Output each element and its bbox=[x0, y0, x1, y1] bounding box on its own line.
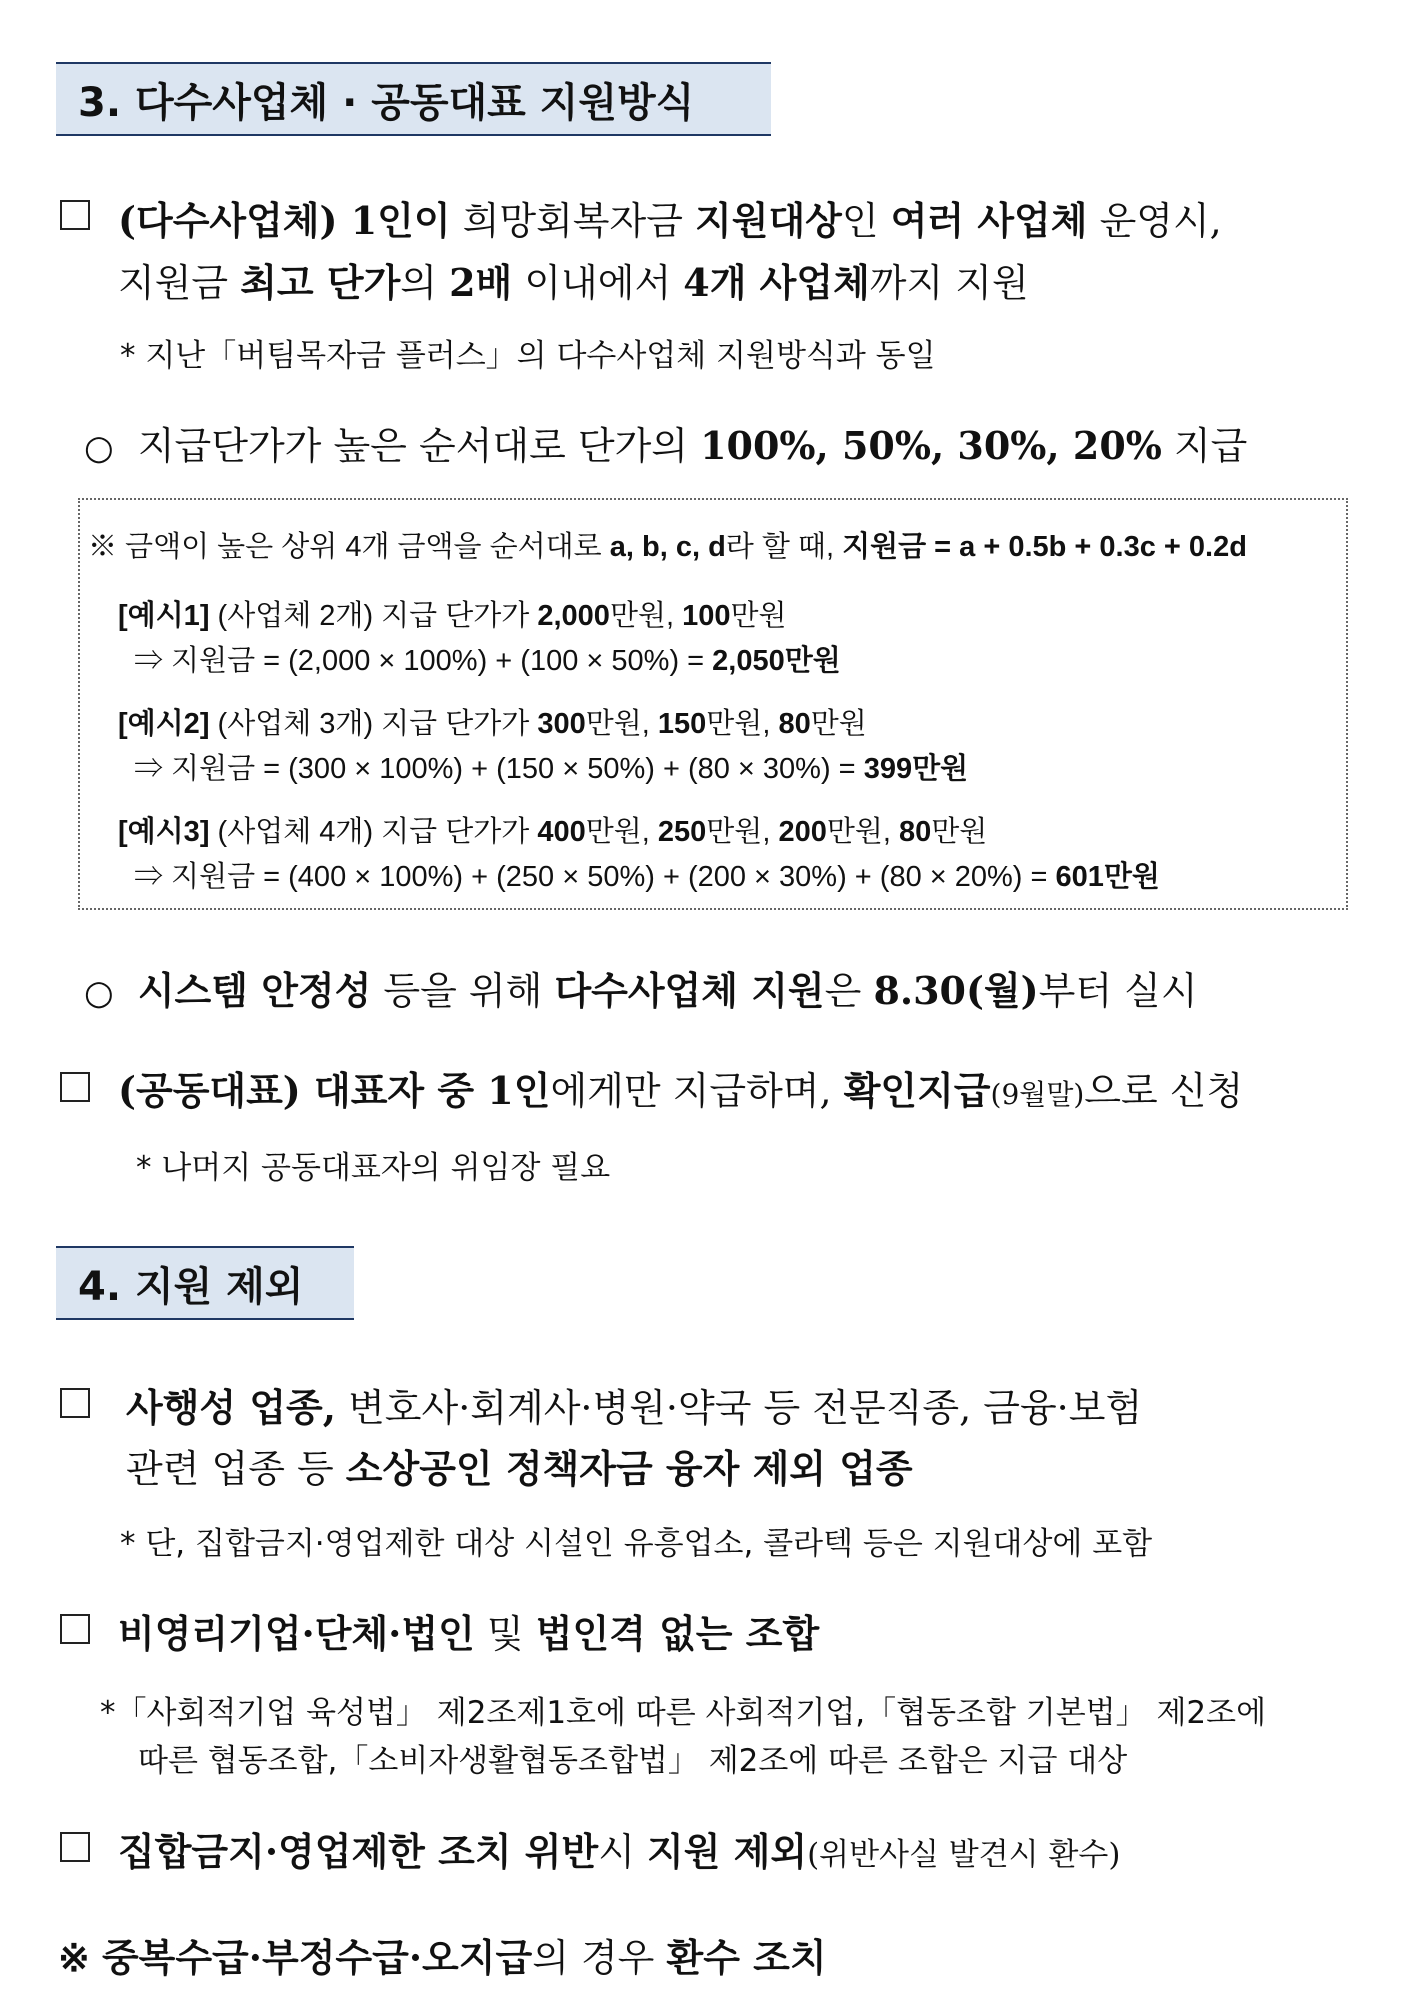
text-violation: 집합금지·영업제한 조치 위반 bbox=[118, 1829, 599, 1874]
text-duplicate-receipt: 중복수급·부정수급·오지급 bbox=[101, 1935, 533, 1980]
example-calc: ⇒ 지원금 = (2,000 × 100%) + (100 × 50%) = bbox=[134, 645, 705, 677]
text-multiple-business: 여러 사업체 bbox=[890, 198, 1088, 243]
nonprofit-line bbox=[118, 1603, 819, 1658]
multi-business-label: (다수사업체) 1인이 bbox=[118, 198, 451, 243]
example-desc: (사업체 2개) 지급 단가가 bbox=[217, 600, 530, 632]
text-system-stability: 시스템 안정성 bbox=[137, 968, 372, 1013]
text-gambling: 사행성 업종, bbox=[126, 1385, 336, 1430]
example-unit: 만원, bbox=[585, 708, 650, 740]
example-calc: ⇒ 지원금 = (400 × 100%) + (250 × 50%) + (200 × 30%) + (80 × 20%) = bbox=[134, 861, 1048, 893]
text-union: 법인격 없는 조합 bbox=[535, 1611, 820, 1656]
payment-rate-line bbox=[84, 415, 1247, 470]
text-when: 라 할 때, bbox=[725, 531, 834, 563]
example-2-calc bbox=[134, 746, 968, 787]
example-label: [예시1] bbox=[118, 600, 210, 632]
text-support-fund: 지원금 bbox=[118, 261, 229, 305]
example-amount: 200 bbox=[778, 816, 827, 848]
checkbox-joint-rep bbox=[60, 1072, 90, 1102]
text-fund-name: 희망회복자금 bbox=[462, 199, 683, 243]
example-amount: 80 bbox=[899, 816, 932, 848]
system-stability-line bbox=[84, 960, 1198, 1015]
multi-business-line-1 bbox=[118, 190, 1222, 245]
example-desc: (사업체 4개) 지급 단가가 bbox=[217, 816, 530, 848]
example-amount: 80 bbox=[778, 708, 811, 740]
example-unit: 만원, bbox=[609, 600, 675, 632]
text-fund-label: 지원금 bbox=[842, 531, 927, 563]
circle-bullet-icon: ○ bbox=[84, 973, 114, 1013]
text-particle-2: 의 bbox=[400, 261, 437, 305]
example-calc: ⇒ 지원금 = (300 × 100%) + (150 × 50%) + (80 × 30%) = bbox=[134, 753, 856, 785]
text-intro: ※ 금액이 높은 상위 4개 금액을 순서대로 bbox=[88, 531, 602, 563]
text-for: 등을 위해 bbox=[383, 969, 543, 1013]
example-desc: (사업체 3개) 지급 단가가 bbox=[217, 708, 530, 740]
example-result: 601만원 bbox=[1055, 861, 1160, 893]
excluded-industries-note: * 단, 집합금지·영업제한 대상 시설인 유흥업소, 콜라텍 등은 지원대상에 포함 bbox=[120, 1526, 1153, 1562]
example-unit: 만원, bbox=[585, 816, 650, 848]
text-target: 지원대상 bbox=[695, 198, 842, 243]
example-unit: 만원 bbox=[730, 600, 787, 632]
text-within: 이내에서 bbox=[524, 261, 672, 305]
text-case: 의 경우 bbox=[532, 1936, 655, 1980]
multi-business-note: * 지난「버팀목자금 플러스」의 다수사업체 지원방식과 동일 bbox=[120, 338, 936, 374]
example-amount: 300 bbox=[537, 708, 586, 740]
example-intro bbox=[88, 524, 1247, 565]
example-amount: 2,000 bbox=[537, 600, 610, 632]
text-particle: 은 bbox=[824, 969, 862, 1013]
text-operation: 운영시, bbox=[1099, 199, 1222, 243]
example-result: 2,050만원 bbox=[712, 645, 841, 677]
nonprofit-note-2: 따른 협동조합,「소비자생활협동조합법」 제2조에 따른 조합은 지급 대상 bbox=[138, 1743, 1128, 1779]
section-3-title: 3. 다수사업체 · 공동대표 지원방식 bbox=[78, 79, 695, 126]
example-result: 399만원 bbox=[863, 753, 969, 785]
text-start-date: 8.30(월) bbox=[873, 968, 1039, 1013]
example-amount: 400 bbox=[537, 816, 586, 848]
text-excluded-loan: 소상공인 정책자금 융자 제외 업종 bbox=[345, 1446, 913, 1491]
text-related: 관련 업종 등 bbox=[126, 1447, 334, 1491]
text-multi-support: 다수사업체 지원 bbox=[554, 968, 825, 1013]
example-unit: 만원 bbox=[931, 816, 988, 848]
excluded-industries-line-2 bbox=[126, 1438, 913, 1493]
text-when: 시 bbox=[598, 1830, 635, 1874]
joint-rep-label: (공동대표) 대표자 중 1인 bbox=[118, 1068, 551, 1113]
text-max-price: 최고 단가 bbox=[240, 260, 401, 305]
formula: = a + 0.5b + 0.3c + 0.2d bbox=[934, 531, 1247, 563]
joint-rep-line bbox=[118, 1060, 1243, 1115]
joint-rep-note: * 나머지 공동대표자의 위임장 필요 bbox=[136, 1150, 611, 1186]
text-variables: a, b, c, d bbox=[609, 531, 726, 563]
checkbox-excluded-industries bbox=[60, 1388, 90, 1418]
text-four-businesses: 4개 사업체 bbox=[683, 260, 870, 305]
text-pay: 지급 bbox=[1173, 424, 1248, 468]
text-rate-order: 지급단가가 높은 순서대로 단가의 bbox=[137, 424, 688, 468]
text-double: 2배 bbox=[449, 260, 513, 305]
example-amount: 150 bbox=[657, 708, 707, 740]
text-and: 및 bbox=[486, 1612, 524, 1656]
text-refund: 환수 조치 bbox=[666, 1935, 827, 1980]
text-support-exclusion: 지원 제외 bbox=[647, 1829, 808, 1874]
text-professions: 변호사·회계사·병원·약국 등 전문직종, 금융·보험 bbox=[348, 1386, 1143, 1430]
example-2-desc bbox=[118, 701, 867, 742]
example-3-calc bbox=[134, 854, 1160, 895]
reference-mark-icon: ※ bbox=[58, 1935, 90, 1980]
example-1-desc bbox=[118, 593, 787, 634]
example-unit: 만원, bbox=[706, 816, 771, 848]
text-only-pay: 에게만 지급하며, bbox=[550, 1069, 832, 1113]
section-3-heading bbox=[56, 62, 771, 136]
circle-bullet-icon: ○ bbox=[84, 428, 114, 468]
text-until-support: 까지 지원 bbox=[869, 261, 1029, 305]
multi-business-line-2 bbox=[118, 252, 1029, 307]
checkbox-multi-business bbox=[60, 200, 90, 230]
checkbox-violation bbox=[60, 1832, 90, 1862]
excluded-industries-line-1 bbox=[126, 1377, 1142, 1432]
example-amount: 250 bbox=[657, 816, 707, 848]
example-unit: 만원, bbox=[826, 816, 891, 848]
text-confirm-pay: 확인지급 bbox=[843, 1068, 991, 1113]
example-amount: 100 bbox=[682, 600, 731, 632]
violation-line bbox=[118, 1821, 1120, 1876]
nonprofit-note-1: *「사회적기업 육성법」 제2조제1호에 따른 사회적기업,「협동조합 기본법」 제2조에 bbox=[100, 1695, 1267, 1731]
text-end-september: (9월말) bbox=[990, 1078, 1085, 1111]
text-rate-percent: 100%, 50%, 30%, 20% bbox=[700, 423, 1162, 468]
text-refund-note: (위반사실 발견시 환수) bbox=[807, 1837, 1121, 1873]
section-4-title: 4. 지원 제외 bbox=[78, 1263, 304, 1310]
example-label: [예시3] bbox=[118, 816, 210, 848]
text-particle: 인 bbox=[841, 199, 879, 243]
example-label: [예시2] bbox=[118, 708, 210, 740]
text-nonprofit: 비영리기업·단체·법인 bbox=[118, 1611, 475, 1656]
refund-line bbox=[58, 1927, 827, 1982]
example-1-calc bbox=[134, 638, 841, 679]
checkbox-nonprofit bbox=[60, 1614, 90, 1644]
text-start: 부터 실시 bbox=[1038, 969, 1198, 1013]
example-unit: 만원, bbox=[706, 708, 771, 740]
text-apply: 으로 신청 bbox=[1084, 1069, 1244, 1113]
example-unit: 만원 bbox=[810, 708, 867, 740]
section-4-heading bbox=[56, 1246, 354, 1320]
example-3-desc bbox=[118, 809, 987, 850]
